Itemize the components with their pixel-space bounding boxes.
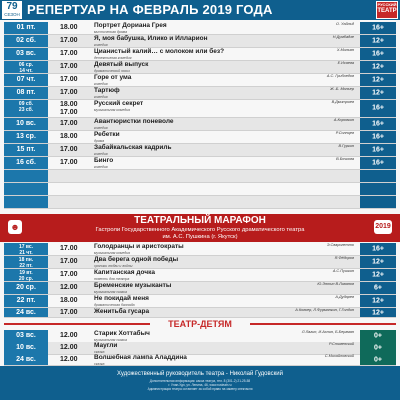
date-cell: 13 ср. — [4, 131, 48, 143]
play-title: Капитанская дочка — [94, 269, 155, 276]
time-cell: 17.00 — [60, 63, 78, 70]
age-badge: 16+ — [360, 22, 396, 34]
play-info — [94, 87, 294, 99]
play-author: Р.Стивенский — [328, 342, 354, 346]
age-badge: 16+ — [360, 243, 396, 255]
play-title: Бинго — [94, 157, 114, 164]
schedule-row — [4, 196, 396, 209]
age-badge: 16+ — [360, 100, 396, 117]
play-title: Волшебная лампа Аладдина — [94, 354, 187, 361]
date-cell: 19 вт. 20 ср. — [4, 269, 48, 281]
time-cell: 17.00 — [60, 76, 78, 83]
time-cell: 12.00 — [60, 284, 78, 291]
play-genre: комедия — [94, 126, 108, 130]
play-title: Маугли — [94, 342, 118, 349]
schedule-row — [4, 118, 396, 131]
time-cell: 17.00 — [60, 271, 78, 278]
age-badge — [360, 170, 396, 182]
play-info — [94, 295, 294, 307]
play-author: В.Гуркин — [338, 144, 354, 148]
play-author: Р.Солнцев — [335, 131, 354, 135]
play-genre: комедия — [94, 43, 108, 47]
time-cell: 12.00 — [60, 332, 78, 339]
date-cell — [4, 196, 48, 208]
date-cell: 15 пт. — [4, 144, 48, 156]
play-title: Тартюф — [94, 87, 120, 94]
time-cell: 12.00 — [60, 344, 78, 351]
date-cell: 22 пт. — [4, 295, 48, 307]
play-info — [94, 22, 294, 34]
play-info — [94, 282, 294, 294]
play-genre: музыкальная сказка — [94, 338, 127, 342]
play-genre: музыкальная комедия — [94, 108, 131, 112]
time-cell: 17.00 — [60, 89, 78, 96]
age-badge — [360, 183, 396, 195]
play-genre: музыкальная сказка — [94, 290, 127, 294]
play-genre: комедия — [94, 82, 108, 86]
age-badge: 12+ — [360, 295, 396, 307]
play-info — [94, 61, 294, 73]
play-genre: комедия — [94, 165, 108, 169]
time-cell: 17.00 — [60, 37, 78, 44]
kids-title: ТЕАТР-ДЕТЯМ — [150, 318, 250, 330]
schedule-row — [4, 157, 396, 170]
theatre-logo — [376, 1, 398, 19]
date-cell: 03 вс. — [4, 330, 48, 342]
schedule-row — [4, 330, 396, 343]
footer — [0, 366, 400, 400]
schedule-row — [4, 61, 396, 74]
date-cell: 09 сб. 23 сб. — [4, 100, 48, 117]
schedule-row — [4, 243, 396, 256]
play-author: А.Дударев — [335, 295, 354, 299]
date-cell: 02 сб. — [4, 35, 48, 47]
play-genre: мистическая драма — [94, 30, 128, 34]
play-author: Е.Исаева — [337, 61, 354, 65]
footer-info: г. Улан-Удэ, ул. Ленина, 46, www.rusteatr.ru — [168, 383, 232, 388]
play-author: С.Михайловский — [324, 354, 354, 358]
age-badge — [360, 196, 396, 208]
schedule-row — [4, 131, 396, 144]
date-cell: 07 чт. — [4, 74, 48, 86]
play-title: Русский секрет — [94, 100, 144, 107]
age-badge: 12+ — [360, 269, 396, 281]
schedule-row — [4, 48, 396, 61]
marathon-banner — [0, 214, 400, 242]
age-badge: 16+ — [360, 144, 396, 156]
date-cell: 20 ср. — [4, 282, 48, 294]
time-cell: 17.00 — [60, 159, 78, 166]
time-cell: 17.00 — [60, 245, 78, 252]
play-title: Не покидай меня — [94, 295, 149, 302]
schedule-row — [4, 35, 396, 48]
schedule-row — [4, 170, 396, 183]
play-title: Два берега одной победы — [94, 256, 179, 263]
age-badge: 12+ — [360, 87, 396, 99]
schedule-row — [4, 282, 396, 295]
play-info — [94, 243, 294, 255]
time-cell: 18.00 — [60, 24, 78, 31]
time-cell: 17.00 — [60, 146, 78, 153]
date-cell: 10 вс. — [4, 118, 48, 130]
time-cell: 18.00 — [60, 101, 78, 108]
marathon-logo-icon: 2019 — [374, 220, 392, 234]
play-title: Цианистый калий… с молоком или без? — [94, 48, 225, 55]
play-author: А.С. Грибоедов — [326, 74, 354, 78]
schedule-row — [4, 354, 396, 366]
play-author: А.Колкер, Л.Фурманкин, Г.Голдин — [295, 308, 354, 312]
play-title: Портрет Дориана Грея — [94, 22, 167, 29]
age-badge: 16+ — [360, 131, 396, 143]
age-badge: 0+ — [360, 342, 396, 354]
time-cell: 17.00 — [60, 109, 78, 116]
date-cell: 10 вс. — [4, 342, 48, 354]
play-title: Забайкальская кадриль — [94, 144, 172, 151]
play-info — [94, 144, 294, 156]
schedule-row — [4, 308, 396, 318]
play-info — [94, 354, 294, 366]
footer-director: Художественный руководитель театра - Николай Гудовский — [117, 371, 283, 377]
age-badge: 12+ — [360, 35, 396, 47]
play-info — [94, 256, 294, 268]
time-cell: 18.00 — [60, 133, 78, 140]
play-info — [94, 131, 294, 143]
play-genre: драматическая баллада — [94, 303, 135, 307]
play-author: Л.Лагин, И.Ахлин, Б.Бергман — [301, 330, 354, 334]
age-badge: 16+ — [360, 48, 396, 60]
date-cell: 03 вс. — [4, 48, 48, 60]
play-info — [94, 74, 294, 86]
play-author: А.Коровкин — [333, 118, 354, 122]
schedule-row — [4, 269, 396, 282]
play-info — [94, 330, 294, 342]
season-number: 79 — [6, 1, 18, 12]
marathon-title: ТЕАТРАЛЬНЫЙ МАРАФОН — [134, 215, 266, 226]
age-badge: 0+ — [360, 330, 396, 342]
play-author: Н.Думбадзе — [332, 35, 354, 39]
play-title: Горе от ума — [94, 74, 132, 81]
play-author: Э.Сваролетто — [326, 243, 354, 247]
age-badge: 6+ — [360, 282, 396, 294]
play-title: Голодранцы и аристократы — [94, 243, 184, 250]
play-genre: комедия — [94, 152, 108, 156]
age-badge: 12+ — [360, 61, 396, 73]
page-title: РЕПЕРТУАР НА ФЕВРАЛЬ 2019 ГОДА — [27, 2, 273, 17]
play-author: В.Дмитриев — [331, 100, 354, 104]
age-badge: 12+ — [360, 74, 396, 86]
play-genre: драма — [94, 139, 105, 143]
schedule-row — [4, 74, 396, 87]
play-author: А.С.Пушкин — [332, 269, 354, 273]
time-cell: 17.00 — [60, 50, 78, 57]
logo-main-text: ТЕАТР — [377, 8, 397, 14]
schedule-row — [4, 342, 396, 355]
play-author: О. Уайльд — [336, 22, 354, 26]
play-info — [94, 269, 294, 281]
time-cell: 17.00 — [60, 258, 78, 265]
schedule-row — [4, 87, 396, 100]
season-badge — [2, 1, 22, 19]
play-genre: сказка — [94, 362, 105, 366]
play-author: Я.Фёдоров — [334, 256, 354, 260]
play-info — [94, 308, 294, 316]
play-genre: повесть для театра — [94, 277, 130, 281]
schedule-row — [4, 256, 396, 269]
play-author: Х.Мильян — [336, 48, 354, 52]
play-genre: комедия — [94, 95, 108, 99]
play-info — [94, 48, 294, 60]
play-author: Ж.-Б. Мольер — [330, 87, 354, 91]
schedule-row — [4, 100, 396, 118]
date-cell: 24 вс. — [4, 354, 48, 365]
kids-section-header — [0, 318, 400, 330]
play-author: Ю.Энтин В.Ливанов — [317, 282, 354, 286]
season-word: СЕЗОН — [4, 12, 20, 17]
date-cell — [4, 170, 48, 182]
play-genre: детективная комедия — [94, 56, 132, 60]
play-title: Девятый выпуск — [94, 61, 149, 68]
play-title: Я, моя бабушка, Илико и Илларион — [94, 35, 208, 42]
schedule-row — [4, 295, 396, 308]
play-title: Женитьба гусара — [94, 308, 150, 315]
date-cell: 17 вс. 21 чт. — [4, 243, 48, 255]
play-info — [94, 118, 294, 130]
play-genre: драматический эскиз — [94, 69, 130, 73]
age-badge: 12+ — [360, 308, 396, 317]
time-cell: 17.00 — [60, 309, 78, 316]
play-genre: музыкальная комедия — [94, 251, 131, 255]
play-title: Старик Хоттабыч — [94, 330, 150, 337]
logo-top-text: РУССКИЙ — [377, 2, 397, 7]
date-cell — [4, 183, 48, 195]
date-cell: 01 пт. — [4, 22, 48, 34]
play-info — [94, 342, 294, 354]
play-genre: сказка — [94, 350, 105, 354]
schedule-row — [4, 183, 396, 196]
time-cell: 12.00 — [60, 356, 78, 363]
marathon-subtitle: Гастроли Государственного Академического Русского драматического театра — [95, 227, 305, 233]
date-cell: 18 пн. 22 пт. — [4, 256, 48, 268]
date-cell: 16 сб. — [4, 157, 48, 169]
theatre-masks-icon: ☻ — [8, 220, 22, 234]
marathon-subtitle: им. А.С. Пушкина (г. Якутск) — [162, 234, 238, 240]
header — [0, 0, 400, 20]
play-info — [94, 35, 294, 47]
age-badge: 16+ — [360, 157, 396, 169]
age-badge: 16+ — [360, 118, 396, 130]
footer-info: Дополнительная информация: касса театра, тел. 8 (301-2) 21-25-58 — [149, 379, 251, 383]
play-title: Ребетки — [94, 131, 120, 138]
play-info — [94, 157, 294, 169]
play-title: Авантюристки поневоле — [94, 118, 174, 125]
schedule-row — [4, 144, 396, 157]
date-cell: 06 ср. 14 чт. — [4, 61, 48, 73]
play-title: Бременские музыканты — [94, 282, 172, 289]
time-cell: 18.00 — [60, 297, 78, 304]
play-info — [94, 100, 294, 112]
date-cell: 24 вс. — [4, 308, 48, 317]
date-cell: 08 пт. — [4, 87, 48, 99]
age-badge: 12+ — [360, 256, 396, 268]
age-badge: 0+ — [360, 354, 396, 365]
time-cell: 17.00 — [60, 120, 78, 127]
schedule-row — [4, 22, 396, 35]
play-author: В.Бочкова — [336, 157, 354, 161]
footer-info: Администрация театра оставляет за собой право на замену спектакля — [147, 387, 253, 392]
play-genre: хроники любви и войны — [94, 264, 133, 268]
